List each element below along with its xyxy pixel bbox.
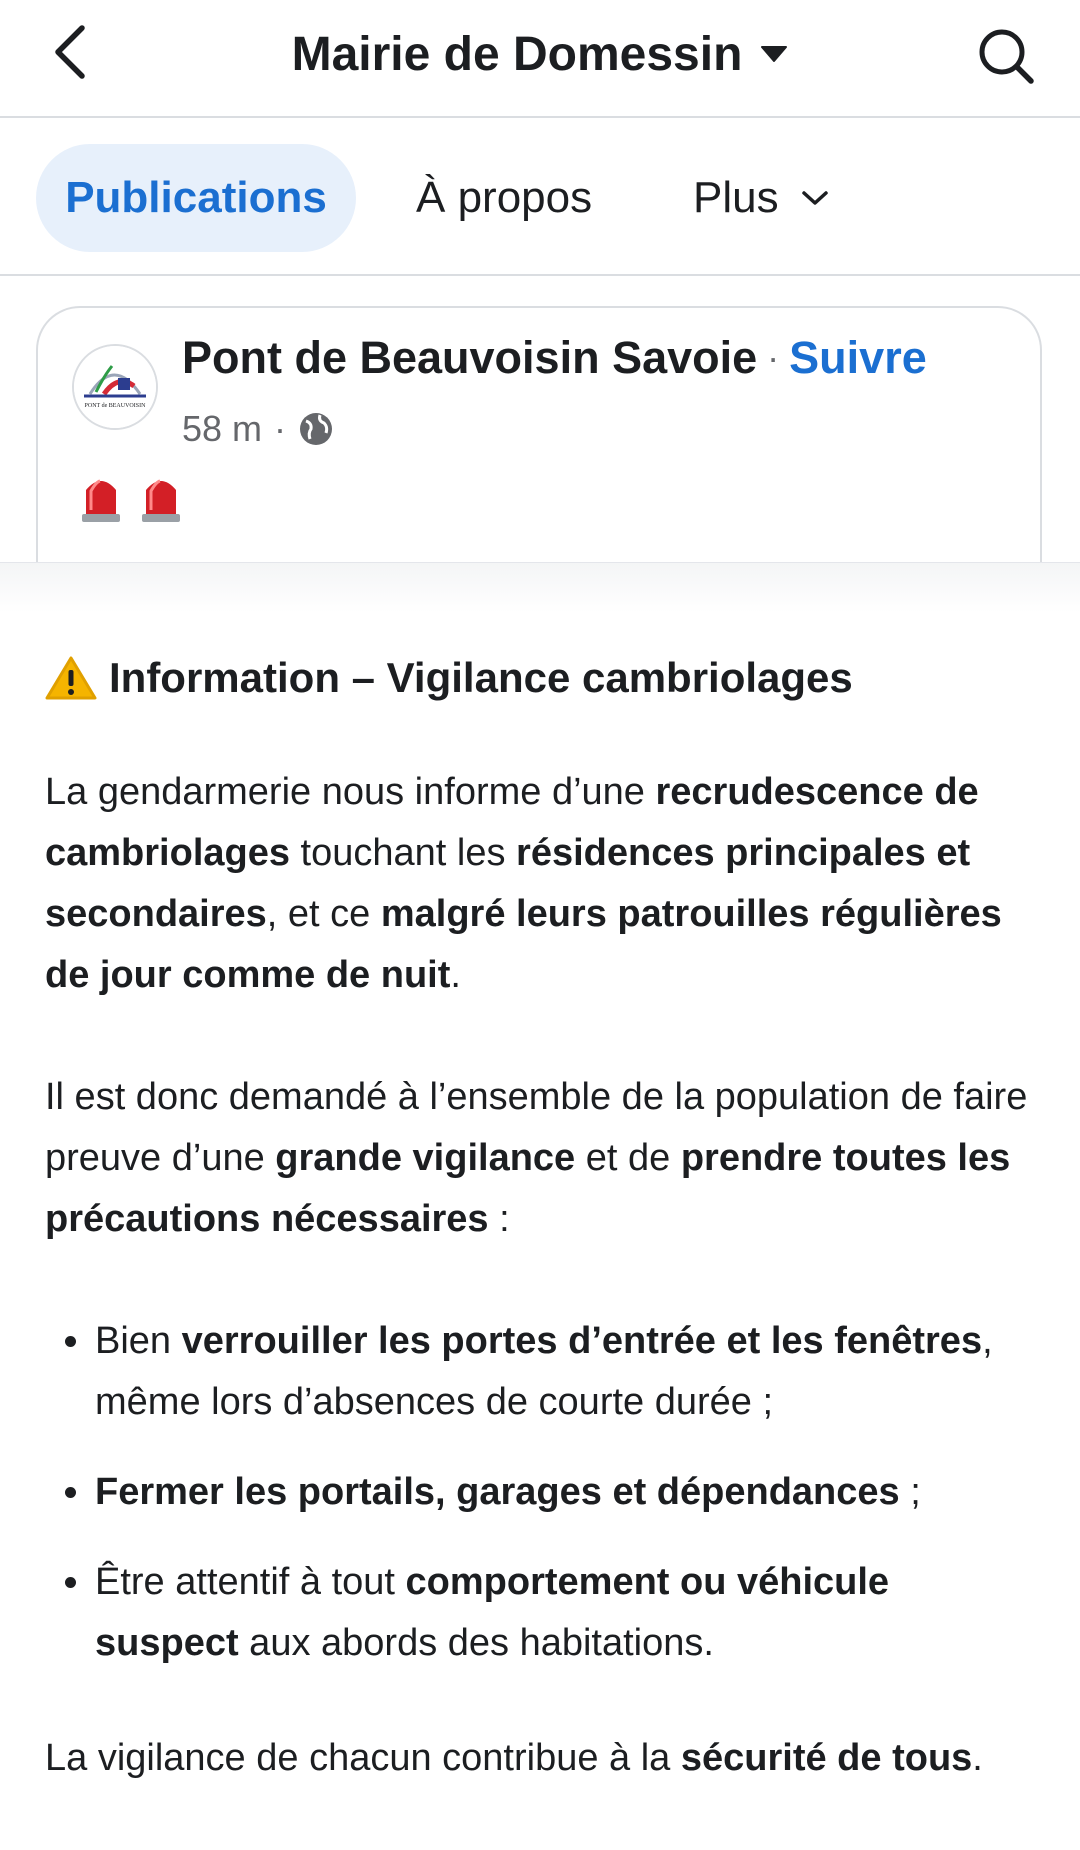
tab-a-propos-label: À propos (416, 173, 593, 222)
avatar[interactable] (72, 344, 158, 430)
p1-bold-b: recrudescence de cambriolages (45, 771, 979, 874)
tab-bar (0, 120, 1080, 276)
paragraph-3 (45, 1728, 1035, 1789)
p1-text-a: La gendarmerie nous informe d’une (45, 771, 656, 813)
warning-icon (45, 655, 97, 701)
list-item (45, 1311, 1035, 1433)
post-author[interactable]: Pont de Beauvoisin Savoie (182, 332, 758, 383)
precautions-list (45, 1311, 1035, 1674)
meta-separator-dot: · (274, 408, 287, 449)
tab-plus[interactable] (693, 144, 829, 252)
bullet-2-text-c: ; (899, 1471, 921, 1513)
town-logo-icon (74, 346, 156, 428)
search-icon (977, 27, 1035, 85)
caret-down-icon (760, 45, 788, 63)
paragraph-2 (45, 1067, 1035, 1250)
follow-button[interactable]: Suivre (789, 332, 927, 383)
p2-text-c: et de (575, 1137, 681, 1179)
p2-bold-b: grande vigilance (275, 1137, 576, 1179)
siren-icon (78, 472, 124, 524)
sheet-top-fade (0, 563, 1080, 613)
post-meta (182, 408, 334, 450)
tab-plus-label: Plus (693, 173, 779, 222)
bullet-3-bold: comportement ou véhicule suspect (95, 1561, 890, 1664)
tab-publications-label: Publications (65, 173, 327, 222)
p2-text-e: : (488, 1198, 510, 1240)
bullet-1-text-c: , même lors d’absences de courte durée ; (95, 1320, 993, 1423)
p3-text-a: La vigilance de chacun contribue à la (45, 1737, 681, 1779)
p2-bold-d: prendre toutes les précautions nécessaires (45, 1137, 1011, 1240)
globe-icon (298, 411, 334, 447)
post-card (36, 306, 1042, 596)
page-title-dropdown[interactable] (0, 22, 1080, 86)
bullet-3-text-a: Être attentif à tout (95, 1561, 406, 1603)
p1-bold-f: malgré leurs patrouilles régulières de jour comme de nuit (45, 893, 1002, 996)
p3-bold-b: sécurité de tous (680, 1737, 973, 1779)
p1-bold-d: résidences principales et secondaires (45, 832, 971, 935)
top-bar (0, 0, 1080, 118)
emoji-row (78, 472, 184, 524)
list-item (45, 1552, 1035, 1674)
bullet-2-bold: Fermer les portails, garages et dépendances (95, 1471, 900, 1513)
paragraph-1 (45, 762, 1035, 1006)
chevron-down-icon (801, 189, 829, 207)
avatar-logo-text: PONT de BEAUVOISIN (84, 403, 146, 409)
search-button[interactable] (970, 20, 1042, 92)
post-heading-text: Information – Vigilance cambriolages (109, 654, 853, 701)
bullet-1-bold: verrouiller les portes d’entrée et les fenêtres (181, 1320, 983, 1362)
siren-icon (138, 472, 184, 524)
post-header (182, 332, 927, 384)
tab-a-propos[interactable] (416, 144, 592, 252)
page-title: Mairie de Domessin (291, 27, 743, 81)
p3-text-c: . (972, 1737, 983, 1779)
separator-dot: · (767, 337, 780, 378)
post-heading (45, 647, 1035, 708)
list-item (45, 1462, 1035, 1523)
bullet-3-text-c: aux abords des habitations. (238, 1622, 714, 1664)
p2-text-a: Il est donc demandé à l’ensemble de la population de faire preuve d’une (45, 1076, 1028, 1179)
bullet-1-text-a: Bien (95, 1320, 182, 1362)
post-text-sheet (0, 562, 1080, 1844)
p1-text-g: . (450, 954, 461, 996)
p1-text-c: touchant les (290, 832, 517, 874)
post-body (45, 647, 1035, 1850)
p1-text-e: , et ce (266, 893, 381, 935)
post-time[interactable]: 58 m (182, 408, 263, 449)
tab-publications[interactable] (36, 144, 356, 252)
